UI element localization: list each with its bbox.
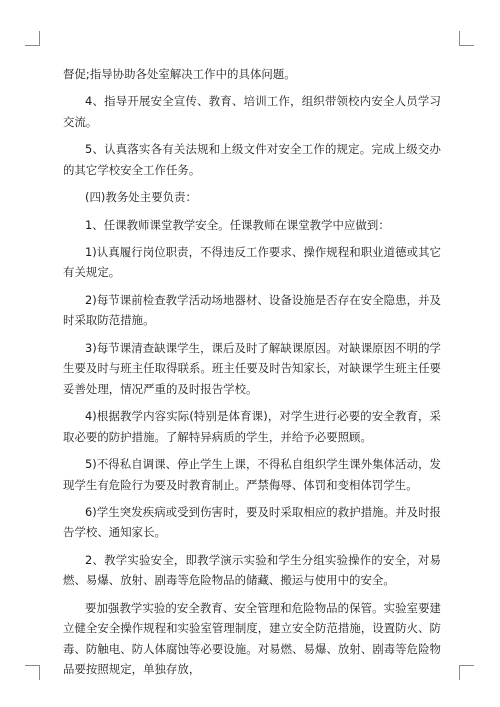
paragraph: 3)每节课清查缺课学生，课后及时了解缺课原因。对缺课原因不明的学生要及时与班主任取得联系。班主任要及时告知家长，对缺课学生班主任要妥善处理，情况严重的及时报告学校。: [63, 340, 441, 396]
crop-mark-top-left: [25, 31, 40, 46]
document-body: [63, 64, 441, 687]
paragraph: 4)根据教学内容实际(特别是体育课)，对学生进行必要的安全教育，采取必要的防护措施。了解特异病质的学生，并给予必要照顾。: [63, 409, 441, 444]
paragraph: 要加强教学实验的安全教育、安全管理和危险物品的保管。实验室要建立健全安全操作规程和实验室管理制度，建立安全防范措施，设置防火、防毒、防触电、防人体腐蚀等必要设施。对易燃、易爆、放射、剧毒等危险物品要按照规定，单独存放，: [63, 600, 441, 677]
paragraph: 2、教学实验安全，即教学演示实验和学生分组实验操作的安全，对易燃、易爆、放射、剧毒等危险物品的储藏、搬运与使用中的安全。: [63, 552, 441, 588]
section-heading: (四)教务处主要负责：: [85, 190, 197, 205]
paragraph: 1)认真履行岗位职责，不得违反工作要求、操作规程和职业道德或其它有关规定。: [63, 244, 441, 280]
paragraph: 2)每节课前检查教学活动场地器材、设备设施是否存在安全隐患，并及时采取防范措施。: [63, 292, 441, 328]
crop-mark-top-right: [459, 31, 474, 46]
paragraph: 5、认真落实各有关法规和上级文件对安全工作的规定。完成上级交办的其它学校安全工作任务。: [63, 142, 441, 177]
crop-mark-bottom-right: [459, 665, 474, 680]
crop-mark-bottom-left: [25, 665, 40, 680]
paragraph: 5)不得私自调课、停止学生上课，不得私自组织学生课外集体活动，发现学生有危险行为要及时教育制止。严禁侮辱、体罚和变相体罚学生。: [63, 457, 441, 492]
paragraph: 督促;指导协助各处室解决工作中的具体问题。: [63, 67, 296, 81]
paragraph: 4、指导开展安全宣传、教育、培训工作，组织带领校内安全人员学习交流。: [63, 94, 441, 129]
paragraph: 1、任课教师课堂教学安全。任课教师在课堂教学中应做到：: [85, 217, 390, 232]
paragraph: 6)学生突发疾病或受到伤害时，要及时采取相应的救护措施。并及时报告学校、通知家长。: [63, 504, 441, 540]
